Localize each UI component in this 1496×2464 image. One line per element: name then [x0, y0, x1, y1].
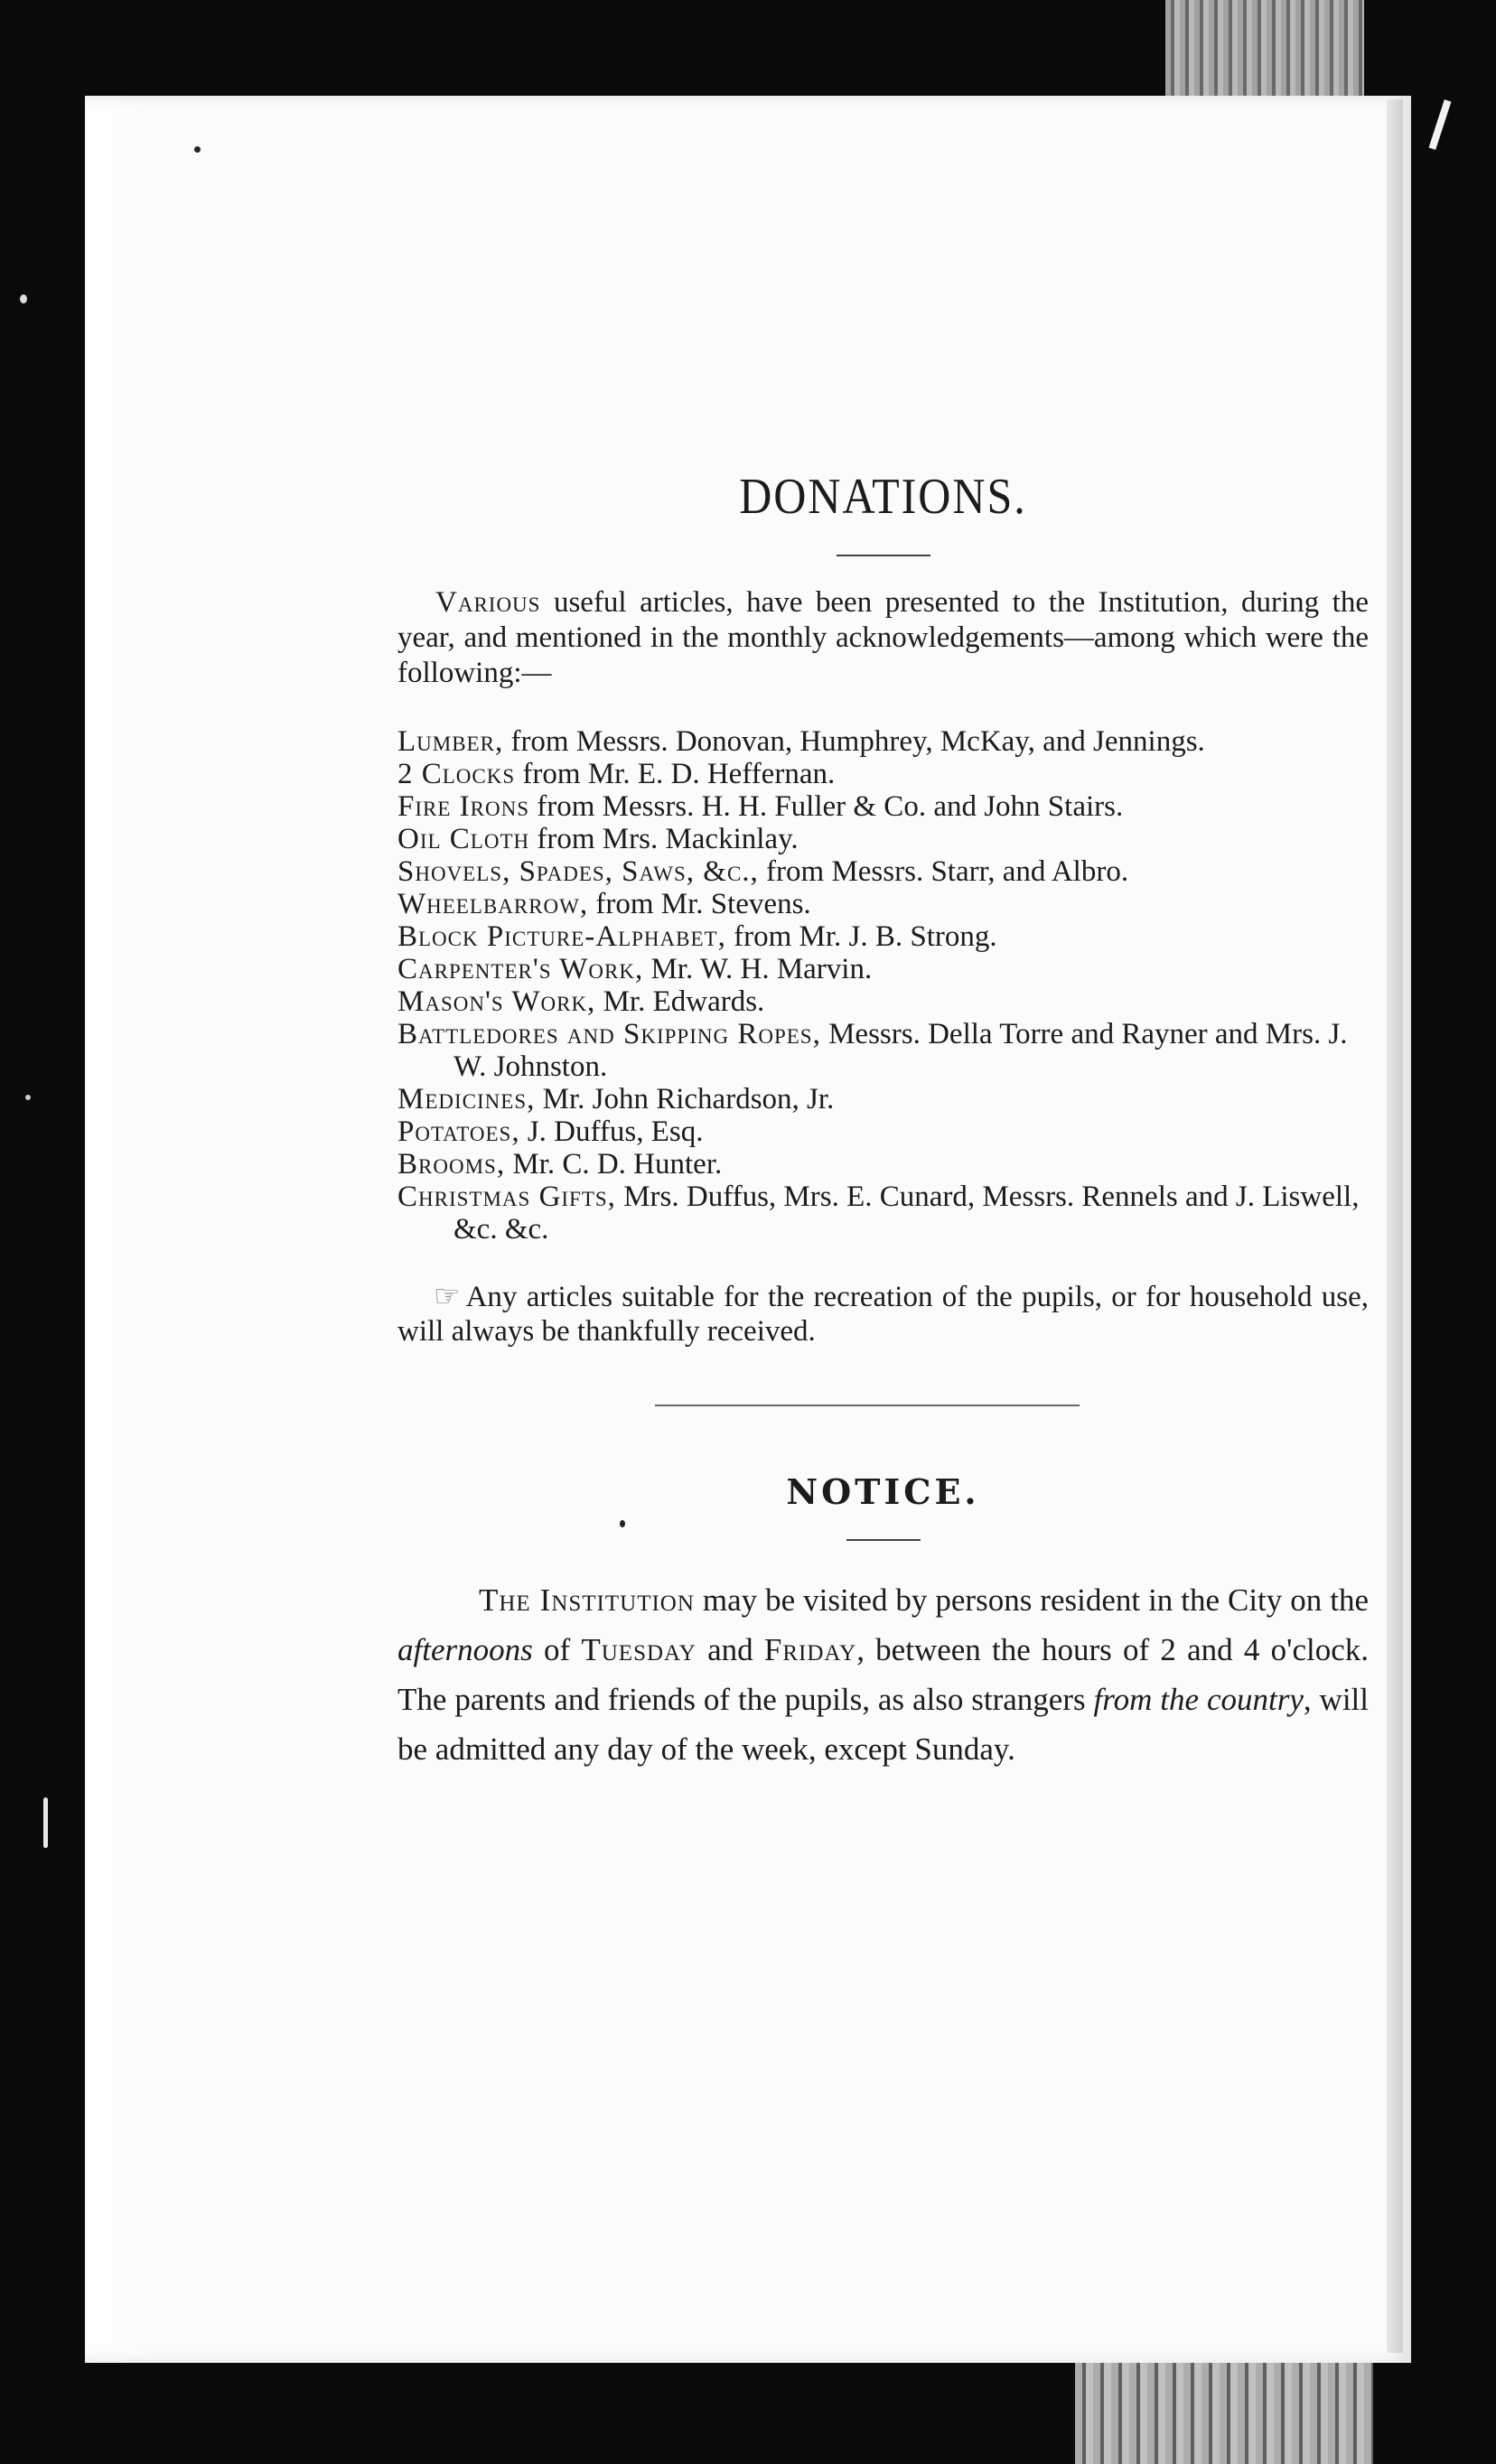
donation-label: Fire Irons [397, 790, 529, 823]
donation-text: from Messrs. Donovan, Humphrey, McKay, and Jennings. [503, 725, 1205, 758]
donation-text: Mr. C. D. Hunter. [505, 1148, 723, 1181]
donation-text: Messrs. Della Torre and Rayner and Mrs. J. W. Johnston. [453, 1018, 1348, 1083]
donation-item [397, 1148, 1369, 1181]
donation-text: Mr. John Richardson, Jr. [535, 1083, 835, 1115]
heading-rule [837, 555, 930, 556]
notice-rule [846, 1539, 921, 1541]
speck [194, 146, 201, 153]
notice-fragment: of [532, 1632, 582, 1667]
tear-mark [1429, 99, 1452, 150]
donation-list [397, 725, 1369, 1246]
donation-item [397, 1181, 1369, 1246]
donation-label: Mason's Work, [397, 985, 596, 1018]
section-divider [655, 1405, 1080, 1406]
donation-item [397, 823, 1369, 855]
donation-text: from Mrs. Mackinlay. [529, 823, 799, 855]
intro-lead: Various [435, 586, 541, 619]
household-note [397, 1280, 1369, 1349]
notice-tuesday: Tuesday [581, 1632, 697, 1667]
donation-text: from Mr. E. D. Heffernan. [515, 758, 836, 790]
donation-text: from Messrs. H. H. Fuller & Co. and John Stairs. [529, 790, 1124, 823]
speck [20, 294, 27, 303]
donation-label: Carpenter's Work, [397, 953, 644, 985]
document-content [397, 467, 1369, 1774]
donation-text: Mrs. Duffus, Mrs. E. Cunard, Messrs. Rennels and J. Liswell, &c. &c. [453, 1181, 1360, 1246]
donations-intro [397, 585, 1369, 691]
donation-label: Block Picture-Alphabet, [397, 920, 726, 953]
donations-heading: DONATIONS. [739, 467, 1027, 525]
binding-top [1165, 0, 1364, 99]
donation-label: 2 Clocks [397, 758, 516, 790]
notice-from-country: from the country [1093, 1682, 1304, 1717]
notice-institution: The Institution [479, 1582, 695, 1618]
donation-label: Medicines, [397, 1083, 536, 1115]
donation-text: from Mr. J. B. Strong. [725, 920, 997, 953]
donation-item [397, 758, 1369, 790]
donation-label: Brooms, [397, 1148, 506, 1181]
donation-text: Mr. W. H. Marvin. [643, 953, 873, 985]
speck [43, 1797, 48, 1848]
donation-label: Battledores and Skipping Ropes, [397, 1018, 821, 1050]
donation-item [397, 953, 1369, 985]
notice-text [397, 1575, 1369, 1774]
notice-friday: Friday [763, 1632, 857, 1667]
donation-label: Potatoes, [397, 1115, 520, 1148]
donation-item [397, 725, 1369, 758]
notice-fragment: , between the hours of 2 and 4 o'clock. The parents and friends of the pupils, as also strangers [397, 1632, 1369, 1717]
donation-item [397, 985, 1369, 1018]
notice-fragment: , will be admitted any day of the week, except Sunday. [397, 1682, 1369, 1767]
donation-item [397, 1083, 1369, 1115]
page-edge [1387, 99, 1403, 2353]
donation-item [397, 790, 1369, 823]
speck [25, 1095, 31, 1100]
intro-text: useful articles, have been presented to the Institution, during the year, and mentioned in the monthly acknowledgements—among which were the following:— [397, 586, 1369, 689]
donation-item [397, 888, 1369, 920]
donation-label: Christmas Gifts, [397, 1181, 616, 1213]
donation-label: Lumber, [397, 725, 504, 758]
donation-label: Shovels, Spades, Saws, &c., [397, 855, 759, 888]
notice-fragment: may be visited by persons resident in the City on the [694, 1582, 1369, 1618]
donation-text: from Messrs. Starr, and Albro. [758, 855, 1129, 888]
donation-text: J. Duffus, Esq. [519, 1115, 704, 1148]
notice-heading: NOTICE. [786, 1471, 980, 1512]
notice-fragment: and [696, 1632, 764, 1667]
donation-label: Oil Cloth [397, 823, 530, 855]
donation-item [397, 1115, 1369, 1148]
household-note-text: Any articles suitable for the recreation of the pupils, or for household use, will always be thankfully received. [397, 1281, 1369, 1348]
donation-text: from Mr. Stevens. [588, 888, 811, 920]
donation-label: Wheelbarrow, [397, 888, 589, 920]
pointing-hand-icon: ☞ [434, 1281, 461, 1313]
donation-item [397, 920, 1369, 953]
donation-text: Mr. Edwards. [595, 985, 765, 1018]
donation-item [397, 855, 1369, 888]
notice-afternoons: afternoons [397, 1632, 533, 1667]
donation-item [397, 1018, 1369, 1083]
